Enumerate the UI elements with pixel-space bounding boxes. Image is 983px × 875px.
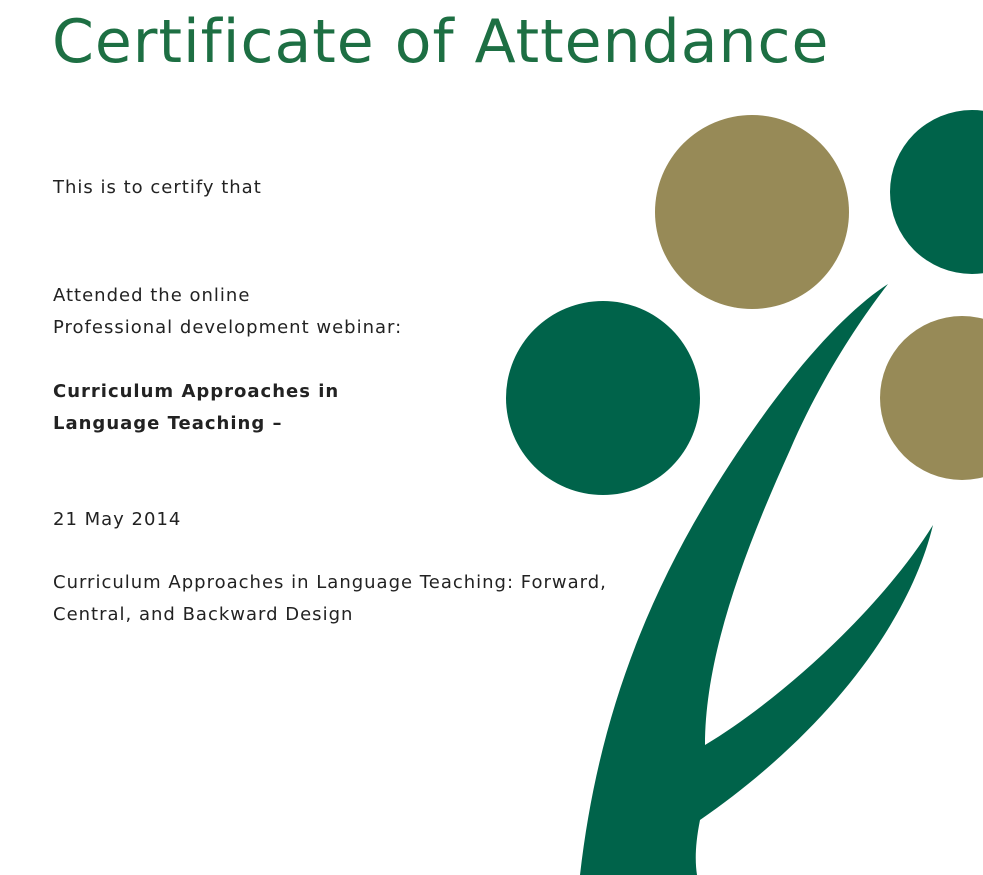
description-line-2: Central, and Backward Design — [53, 604, 354, 625]
course-title-line-1: Curriculum Approaches in — [53, 381, 340, 402]
olive-circle-top — [655, 115, 849, 309]
webinar-date: 21 May 2014 — [53, 509, 182, 530]
course-title — [53, 376, 339, 440]
attended-statement — [53, 280, 402, 344]
green-circle-left — [506, 301, 700, 495]
olive-circle-right — [880, 316, 983, 480]
attended-line-2: Professional development webinar: — [53, 317, 403, 338]
certify-text: This is to certify that — [53, 177, 262, 198]
course-title-line-2: Language Teaching – — [53, 413, 283, 434]
attended-line-1: Attended the online — [53, 285, 251, 306]
certificate-title: Certificate of Attendance — [52, 7, 830, 77]
webinar-description — [53, 567, 607, 631]
description-line-1: Curriculum Approaches in Language Teaching: Forward, — [53, 572, 607, 593]
green-circle-top-right — [890, 110, 983, 274]
